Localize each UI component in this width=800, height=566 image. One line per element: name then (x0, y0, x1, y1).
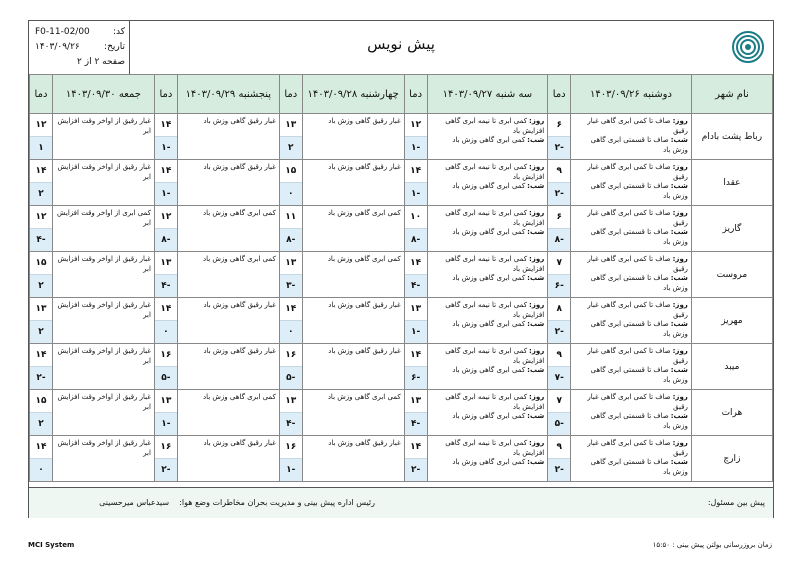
night-label: شب: (527, 136, 545, 144)
table-header-row (30, 75, 773, 114)
temperature-cell (279, 436, 302, 482)
night-label: شب: (527, 228, 545, 236)
min-temperature: -۵ (155, 366, 177, 389)
max-temperature: ۱۳ (285, 396, 297, 406)
min-temperature: ۰ (155, 320, 177, 343)
night-label: شب: (670, 458, 688, 466)
max-temperature: ۱۴ (410, 166, 422, 176)
day-label: روز: (529, 255, 545, 263)
bulletin-sheet (28, 20, 774, 518)
day-label: روز: (529, 439, 545, 447)
min-temperature: ۰ (30, 458, 52, 481)
day-column-header: پنجشنبه ۱۴۰۳/۰۹/۲۹ (177, 75, 279, 114)
max-temperature: ۱۲ (410, 120, 422, 130)
daily-forecast: غبار رقیق گاهی وزش باد (328, 301, 401, 309)
min-temperature: ۲ (30, 182, 52, 205)
daily-forecast: غبار رقیق گاهی وزش باد (328, 347, 401, 355)
night-label: شب: (670, 136, 688, 144)
table-row (30, 252, 773, 298)
day-forecast: صاف تا کمی ابری گاهی غبار رقیق (587, 301, 688, 319)
daily-forecast: غبار رقیق از اواخر وقت افزایش ابر (57, 393, 151, 411)
day-label: روز: (672, 301, 688, 309)
daily-forecast: غبار رقیق از اواخر وقت افزایش ابر (57, 347, 151, 365)
code-value: F0-11-02/00 (35, 27, 90, 37)
min-temperature: -۱ (405, 136, 427, 159)
forecast-description (571, 160, 692, 206)
city-name: عقدا (691, 160, 772, 206)
temperature-cell (404, 114, 427, 160)
daily-forecast: کمی ابری گاهی وزش باد (202, 255, 276, 263)
city-column-header: نام شهر (691, 75, 772, 114)
forecast-description (177, 114, 279, 160)
table-row (30, 298, 773, 344)
forecast-description (302, 252, 404, 298)
max-temperature: ۱۳ (410, 396, 422, 406)
night-forecast: کمی ابری گاهی وزش باد (452, 182, 526, 190)
night-forecast: کمی ابری گاهی وزش باد (452, 458, 526, 466)
daily-forecast: کمی ابری گاهی وزش باد (327, 209, 401, 217)
forecast-description (571, 206, 692, 252)
temperature-cell (30, 114, 53, 160)
daily-forecast: غبار رقیق گاهی وزش باد (203, 439, 276, 447)
day-forecast: کمی ابری تا نیمه ابری گاهی افزایش باد (445, 209, 545, 227)
min-temperature: ۲ (30, 412, 52, 435)
max-temperature: ۱۵ (35, 258, 47, 268)
forecast-table (29, 74, 773, 482)
day-forecast: صاف تا کمی ابری گاهی غبار رقیق (587, 209, 688, 227)
city-name: مهریز (691, 298, 772, 344)
min-temperature: -۲ (548, 136, 570, 159)
temperature-cell (154, 436, 177, 482)
day-label: روز: (672, 439, 688, 447)
forecaster-label: پیش بین مسئول: (707, 498, 765, 507)
temperature-cell (548, 390, 571, 436)
update-time: زمان بروزرسانی بولتن پیش بینی : ۱۵:۵۰ (652, 541, 772, 549)
forecast-description (302, 344, 404, 390)
day-forecast: صاف تا کمی ابری گاهی غبار رقیق (587, 117, 688, 135)
forecast-description (571, 344, 692, 390)
min-temperature: ۲ (30, 320, 52, 343)
forecast-description (571, 390, 692, 436)
document-info (29, 21, 130, 74)
table-row (30, 160, 773, 206)
temperature-cell (30, 206, 53, 252)
night-label: شب: (670, 182, 688, 190)
daily-forecast: غبار رقیق از اواخر وقت افزایش ابر (57, 117, 151, 135)
daily-forecast: کمی ابری از اواخر وقت افزایش ابر (57, 209, 151, 227)
table-row (30, 436, 773, 482)
forecast-description (427, 298, 548, 344)
night-forecast: صاف تا قسمتی ابری گاهی وزش باد (590, 228, 688, 246)
forecast-description (52, 160, 154, 206)
system-name: MCI System (28, 541, 75, 549)
min-temperature: -۱ (155, 136, 177, 159)
min-temperature: -۱ (405, 320, 427, 343)
city-name: مروست (691, 252, 772, 298)
day-label: روز: (529, 347, 545, 355)
temperature-cell (548, 344, 571, 390)
temperature-cell (30, 160, 53, 206)
day-label: روز: (672, 347, 688, 355)
temperature-cell (404, 252, 427, 298)
daily-forecast: کمی ابری گاهی وزش باد (202, 209, 276, 217)
max-temperature: ۱۶ (160, 442, 172, 452)
temperature-cell (279, 160, 302, 206)
max-temperature: ۱۶ (285, 350, 297, 360)
min-temperature: -۳ (280, 274, 302, 297)
min-temperature: -۸ (280, 228, 302, 251)
max-temperature: ۱۴ (160, 120, 172, 130)
forecast-description (302, 206, 404, 252)
forecast-description (427, 344, 548, 390)
temperature-cell (404, 206, 427, 252)
day-label: روز: (529, 117, 545, 125)
day-label: روز: (672, 255, 688, 263)
organization-logo (695, 27, 765, 71)
day-label: روز: (529, 209, 545, 217)
temperature-cell (548, 298, 571, 344)
day-label: روز: (529, 393, 545, 401)
daily-forecast: غبار رقیق از اواخر وقت افزایش ابر (57, 163, 151, 181)
table-body (30, 114, 773, 482)
page-title: پیش نویس (367, 35, 435, 53)
forecast-description (302, 160, 404, 206)
day-forecast: کمی ابری تا نیمه ابری گاهی افزایش باد (445, 439, 545, 457)
temp-column-header: دما (404, 75, 427, 114)
max-temperature: ۱۶ (160, 350, 172, 360)
table-row (30, 390, 773, 436)
max-temperature: ۱۴ (35, 166, 47, 176)
temperature-cell (154, 252, 177, 298)
forecast-description (52, 298, 154, 344)
night-forecast: صاف تا قسمتی ابری گاهی وزش باد (590, 274, 688, 292)
max-temperature: ۱۶ (285, 442, 297, 452)
temperature-cell (548, 206, 571, 252)
max-temperature: ۱۴ (410, 258, 422, 268)
forecast-description (177, 298, 279, 344)
temperature-cell (404, 298, 427, 344)
day-label: روز: (529, 163, 545, 171)
code-label: کد: (112, 27, 125, 37)
temperature-cell (279, 114, 302, 160)
forecast-description (427, 252, 548, 298)
department-head-name: سیدعباس میرحسینی (99, 498, 170, 507)
day-forecast: صاف تا کمی ابری گاهی غبار رقیق (587, 439, 688, 457)
day-column-header: سه شنبه ۱۴۰۳/۰۹/۲۷ (427, 75, 548, 114)
forecast-description (177, 344, 279, 390)
day-label: روز: (672, 209, 688, 217)
night-forecast: کمی ابری گاهی وزش باد (452, 228, 526, 236)
night-forecast: کمی ابری گاهی وزش باد (452, 136, 526, 144)
temperature-cell (154, 390, 177, 436)
night-forecast: صاف تا قسمتی ابری گاهی وزش باد (590, 136, 688, 154)
max-temperature: ۱۴ (35, 350, 47, 360)
day-forecast: صاف تا کمی ابری گاهی غبار رقیق (587, 163, 688, 181)
night-label: شب: (670, 412, 688, 420)
min-temperature: ۰ (280, 182, 302, 205)
min-temperature: -۴ (30, 228, 52, 251)
min-temperature: -۲ (548, 458, 570, 481)
forecast-description (302, 436, 404, 482)
min-temperature: -۲ (548, 320, 570, 343)
date-label: تاریخ: (104, 42, 125, 52)
min-temperature: -۱ (405, 182, 427, 205)
night-forecast: صاف تا قسمتی ابری گاهی وزش باد (590, 366, 688, 384)
spiral-logo-icon (731, 27, 765, 67)
department-head-box (29, 488, 383, 518)
day-label: روز: (672, 393, 688, 401)
night-label: شب: (527, 412, 545, 420)
daily-forecast: کمی ابری گاهی وزش باد (202, 393, 276, 401)
max-temperature: ۱۲ (35, 212, 47, 222)
max-temperature: ۱۴ (160, 304, 172, 314)
forecast-description (52, 252, 154, 298)
min-temperature: ۰ (280, 320, 302, 343)
daily-forecast: غبار رقیق گاهی وزش باد (328, 117, 401, 125)
day-forecast: کمی ابری تا نیمه ابری گاهی افزایش باد (445, 393, 545, 411)
night-label: شب: (527, 366, 545, 374)
min-temperature: ۱ (30, 136, 52, 159)
min-temperature: -۱ (280, 458, 302, 481)
min-temperature: -۲ (548, 182, 570, 205)
forecast-description (427, 114, 548, 160)
min-temperature: -۱ (155, 182, 177, 205)
min-temperature: -۵ (280, 366, 302, 389)
forecast-description (427, 206, 548, 252)
day-column-header: جمعه ۱۴۰۳/۰۹/۳۰ (52, 75, 154, 114)
night-label: شب: (527, 320, 545, 328)
forecast-description (177, 252, 279, 298)
max-temperature: ۱۳ (35, 304, 47, 314)
night-forecast: کمی ابری گاهی وزش باد (452, 366, 526, 374)
day-label: روز: (529, 301, 545, 309)
min-temperature: -۸ (405, 228, 427, 251)
temperature-cell (404, 160, 427, 206)
day-forecast: صاف تا کمی ابری گاهی غبار رقیق (587, 255, 688, 273)
temperature-cell (154, 114, 177, 160)
min-temperature: -۱ (155, 412, 177, 435)
temperature-cell (279, 206, 302, 252)
min-temperature: -۴ (280, 412, 302, 435)
min-temperature: -۲ (155, 458, 177, 481)
day-forecast: کمی ابری تا نیمه ابری گاهی افزایش باد (445, 117, 545, 135)
max-temperature: ۱۳ (285, 120, 297, 130)
max-temperature: ۱۲ (35, 120, 47, 130)
table-row (30, 344, 773, 390)
temperature-cell (548, 114, 571, 160)
daily-forecast: غبار رقیق گاهی وزش باد (328, 163, 401, 171)
temperature-cell (279, 344, 302, 390)
min-temperature: -۶ (405, 366, 427, 389)
min-temperature: -۷ (548, 366, 570, 389)
max-temperature: ۱۴ (35, 442, 47, 452)
daily-forecast: غبار رقیق از اواخر وقت افزایش ابر (57, 255, 151, 273)
max-temperature: ۹ (556, 166, 562, 176)
temperature-cell (154, 206, 177, 252)
min-temperature: -۴ (405, 412, 427, 435)
forecast-description (427, 160, 548, 206)
temperature-cell (279, 298, 302, 344)
temperature-cell (548, 252, 571, 298)
temperature-cell (154, 344, 177, 390)
forecast-description (177, 436, 279, 482)
forecast-description (571, 298, 692, 344)
min-temperature: -۴ (405, 274, 427, 297)
city-name: گاریز (691, 206, 772, 252)
max-temperature: ۱۴ (410, 350, 422, 360)
department-head-label (99, 498, 375, 507)
daily-forecast: غبار رقیق گاهی وزش باد (203, 117, 276, 125)
max-temperature: ۹ (556, 350, 562, 360)
max-temperature: ۷ (556, 396, 562, 406)
max-temperature: ۸ (556, 304, 562, 314)
night-forecast: کمی ابری گاهی وزش باد (452, 274, 526, 282)
max-temperature: ۷ (556, 258, 562, 268)
temperature-cell (404, 344, 427, 390)
night-forecast: صاف تا قسمتی ابری گاهی وزش باد (590, 182, 688, 200)
day-forecast: صاف تا کمی ابری گاهی غبار رقیق (587, 347, 688, 365)
night-label: شب: (670, 320, 688, 328)
min-temperature: -۸ (155, 228, 177, 251)
max-temperature: ۹ (556, 442, 562, 452)
forecast-description (427, 436, 548, 482)
forecast-description (571, 114, 692, 160)
temperature-cell (279, 252, 302, 298)
daily-forecast: غبار رقیق گاهی وزش باد (203, 347, 276, 355)
table-row (30, 206, 773, 252)
day-forecast: کمی ابری تا نیمه ابری گاهی افزایش باد (445, 255, 545, 273)
min-temperature: ۲ (30, 274, 52, 297)
temp-column-header: دما (154, 75, 177, 114)
forecast-description (52, 344, 154, 390)
max-temperature: ۱۵ (285, 166, 297, 176)
daily-forecast: کمی ابری گاهی وزش باد (327, 255, 401, 263)
min-temperature: ۲ (280, 136, 302, 159)
daily-forecast: غبار رقیق گاهی وزش باد (203, 301, 276, 309)
min-temperature: -۴ (155, 274, 177, 297)
daily-forecast: غبار رقیق از اواخر وقت افزایش ابر (57, 301, 151, 319)
temperature-cell (30, 252, 53, 298)
table-row (30, 114, 773, 160)
night-forecast: صاف تا قسمتی ابری گاهی وزش باد (590, 320, 688, 338)
min-temperature: -۶ (548, 274, 570, 297)
night-forecast: کمی ابری گاهی وزش باد (452, 412, 526, 420)
night-label: شب: (527, 274, 545, 282)
night-label: شب: (670, 366, 688, 374)
daily-forecast: کمی ابری گاهی وزش باد (327, 393, 401, 401)
max-temperature: ۱۴ (160, 166, 172, 176)
temperature-cell (404, 436, 427, 482)
day-forecast: کمی ابری تا نیمه ابری گاهی افزایش باد (445, 347, 545, 365)
page-number: صفحه ۲ از ۲ (77, 57, 125, 67)
day-forecast: صاف تا کمی ابری گاهی غبار رقیق (587, 393, 688, 411)
forecast-description (427, 390, 548, 436)
daily-forecast: غبار رقیق گاهی وزش باد (203, 163, 276, 171)
max-temperature: ۱۱ (285, 212, 297, 222)
temperature-cell (279, 390, 302, 436)
night-label: شب: (670, 228, 688, 236)
temperature-cell (30, 298, 53, 344)
city-name: زارچ (691, 436, 772, 482)
temperature-cell (548, 160, 571, 206)
max-temperature: ۱۳ (285, 258, 297, 268)
max-temperature: ۱۳ (160, 396, 172, 406)
temperature-cell (154, 160, 177, 206)
temperature-cell (30, 344, 53, 390)
max-temperature: ۱۳ (160, 258, 172, 268)
city-name: هرات (691, 390, 772, 436)
night-forecast: صاف تا قسمتی ابری گاهی وزش باد (590, 412, 688, 430)
night-forecast: صاف تا قسمتی ابری گاهی وزش باد (590, 458, 688, 476)
day-label: روز: (672, 117, 688, 125)
forecast-description (52, 114, 154, 160)
forecast-description (177, 390, 279, 436)
temperature-cell (30, 436, 53, 482)
forecaster-box (382, 488, 773, 518)
forecast-description (571, 436, 692, 482)
night-forecast: کمی ابری گاهی وزش باد (452, 320, 526, 328)
city-name: رباط پشت بادام (691, 114, 772, 160)
daily-forecast: غبار رقیق از اواخر وقت افزایش ابر (57, 439, 151, 457)
min-temperature: -۵ (548, 412, 570, 435)
forecast-description (177, 206, 279, 252)
min-temperature: -۲ (405, 458, 427, 481)
city-name: میبد (691, 344, 772, 390)
min-temperature: -۸ (548, 228, 570, 251)
forecast-description (302, 114, 404, 160)
night-label: شب: (527, 458, 545, 466)
department-head-title: رئیس اداره پیش بینی و مدیریت بحران مخاطرات وضع هوا: (179, 498, 375, 507)
forecast-description (52, 206, 154, 252)
max-temperature: ۱۵ (35, 396, 47, 406)
forecast-description (52, 390, 154, 436)
temp-column-header: دما (30, 75, 53, 114)
temperature-cell (548, 436, 571, 482)
max-temperature: ۶ (556, 120, 562, 130)
night-label: شب: (670, 274, 688, 282)
temp-column-header: دما (279, 75, 302, 114)
max-temperature: ۱۳ (410, 304, 422, 314)
day-forecast: کمی ابری تا نیمه ابری گاهی افزایش باد (445, 163, 545, 181)
day-label: روز: (672, 163, 688, 171)
forecast-description (302, 298, 404, 344)
daily-forecast: غبار رقیق گاهی وزش باد (328, 439, 401, 447)
forecast-description (177, 160, 279, 206)
forecast-description (52, 436, 154, 482)
temperature-cell (30, 390, 53, 436)
day-column-header: چهارشنبه ۱۴۰۳/۰۹/۲۸ (302, 75, 404, 114)
max-temperature: ۱۴ (285, 304, 297, 314)
max-temperature: ۱۴ (410, 442, 422, 452)
forecast-description (302, 390, 404, 436)
bulletin-footer (29, 487, 773, 520)
temperature-cell (154, 298, 177, 344)
bulletin-header (29, 21, 773, 75)
max-temperature: ۶ (556, 212, 562, 222)
day-forecast: کمی ابری تا نیمه ابری گاهی افزایش باد (445, 301, 545, 319)
min-temperature: -۲ (30, 366, 52, 389)
forecast-description (571, 252, 692, 298)
max-temperature: ۱۲ (160, 212, 172, 222)
max-temperature: ۱۰ (410, 212, 422, 222)
night-label: شب: (527, 182, 545, 190)
temperature-cell (404, 390, 427, 436)
date-value: ۱۴۰۳/۰۹/۲۶ (35, 42, 80, 52)
day-column-header: دوشنبه ۱۴۰۳/۰۹/۲۶ (571, 75, 692, 114)
temp-column-header: دما (548, 75, 571, 114)
